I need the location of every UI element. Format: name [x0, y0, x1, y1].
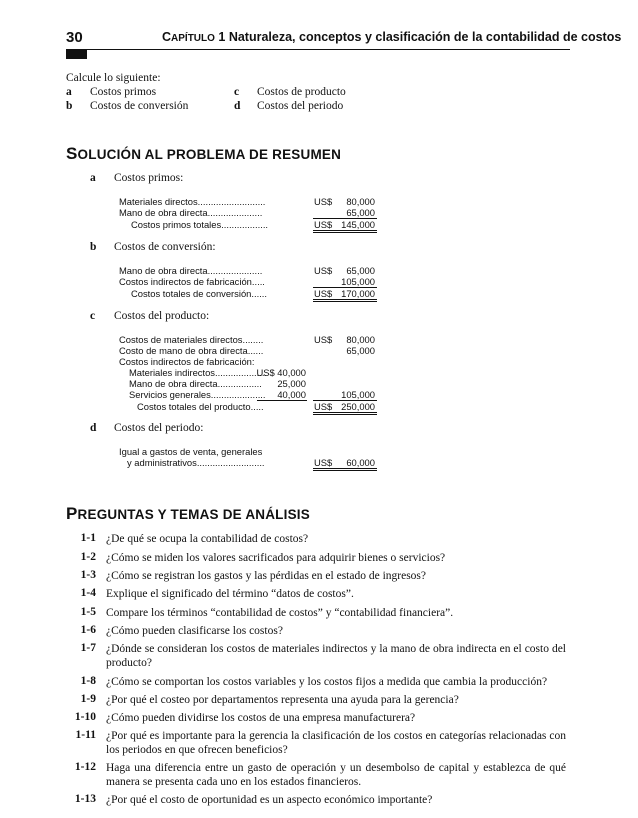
row-value: 60,000 — [346, 457, 375, 468]
question-text: ¿De qué se ocupa la contabilidad de costos? — [106, 533, 309, 545]
row-value: 65,000 — [346, 207, 375, 218]
solution-heading-d: Costos del periodo: — [114, 422, 204, 434]
row-value: 65,000 — [346, 265, 375, 276]
total-double-rule — [313, 230, 377, 231]
question-number: 1-1 — [80, 532, 96, 544]
row-currency: US$ — [314, 265, 333, 276]
row-label: Igual a gastos de venta, generales — [119, 446, 263, 457]
row-value: 145,000 — [341, 219, 375, 230]
row-label: Costos totales de conversión...... — [131, 288, 268, 299]
question-text: ¿Cómo se registran los gastos y las pérdidas en el estado de ingresos? — [106, 570, 427, 582]
row-value: 250,000 — [341, 401, 375, 412]
chapter-label-rest: APÍTULO — [171, 33, 215, 44]
question-text: ¿Cómo pueden clasificarse los costos? — [106, 625, 283, 637]
row-value: 65,000 — [346, 345, 375, 356]
row-label: Costos de materiales directos........ — [119, 334, 264, 345]
total-double-rule — [313, 299, 377, 300]
row-label: y administrativos.......................... — [127, 457, 265, 468]
chapter-title: 1 Naturaleza, conceptos y clasificación de la contabilidad de costos — [218, 30, 622, 44]
question-number: 1-13 — [74, 793, 96, 805]
row-label: Costos indirectos de fabricación: — [119, 356, 255, 367]
question-number: 1-3 — [80, 569, 96, 581]
row-value: 170,000 — [341, 288, 375, 299]
question-text: ¿Por qué es importante para la gerencia la clasificación de los costos en categorías relacionadas con los periodos en que ofrecen beneficios? — [106, 730, 566, 756]
row-label: Materiales directos.......................... — [119, 196, 266, 207]
row-currency: US$ — [314, 401, 333, 412]
chapter-running-head — [162, 30, 621, 44]
question-text: ¿Por qué el costo de oportunidad es un aspecto económico importante? — [106, 794, 433, 806]
total-double-rule — [313, 470, 377, 471]
question-text: ¿Cómo pueden dividirse los costos de una empresa manufacturera? — [106, 712, 416, 724]
solution-heading-a: Costos primos: — [114, 172, 184, 184]
question-text: Haga una diferencia entre un gasto de operación y un desembolso de capital y establezca de qué manera se presenta cada uno en los estados financieros. — [106, 762, 566, 788]
row-label: Mano de obra directa..................... — [119, 207, 263, 218]
chapter-label-cap: C — [162, 30, 172, 44]
sub-row-label: Servicios generales..................... — [129, 389, 266, 400]
row-currency: US$ — [314, 457, 333, 468]
row-label: Costo de mano de obra directa...... — [119, 345, 264, 356]
question-number: 1-12 — [74, 761, 96, 773]
intro-letter-c: c — [234, 86, 240, 98]
row-currency: US$ — [314, 334, 333, 345]
sub-row-amount: US$ 40,000 — [256, 367, 306, 378]
question-text: ¿Por qué el costeo por departamentos representa una ayuda para la gerencia? — [106, 694, 459, 706]
row-value: 105,000 — [341, 276, 375, 287]
intro-item-b: Costos de conversión — [90, 100, 189, 112]
questions-title-rest: REGUNTAS Y TEMAS DE ANÁLISIS — [77, 507, 310, 522]
question-number: 1-6 — [80, 624, 96, 636]
total-double-rule — [313, 232, 377, 233]
solution-letter-d: d — [90, 422, 97, 434]
questions-section-title — [66, 504, 310, 524]
row-currency: US$ — [314, 219, 333, 230]
total-double-rule — [313, 301, 377, 302]
intro-item-c: Costos de producto — [257, 86, 346, 98]
header-block-mark — [66, 50, 87, 59]
page-number: 30 — [66, 29, 83, 46]
question-number: 1-11 — [75, 729, 96, 741]
solution-heading-c: Costos del producto: — [114, 310, 210, 322]
question-number: 1-9 — [80, 693, 96, 705]
total-double-rule — [313, 468, 377, 469]
row-label: Costos indirectos de fabricación..... — [119, 276, 265, 287]
sub-row-label: Mano de obra directa................. — [129, 378, 262, 389]
sub-column-rule — [257, 400, 307, 401]
intro-item-d: Costos del periodo — [257, 100, 344, 112]
intro-prompt: Calcule lo siguiente: — [66, 72, 161, 84]
intro-letter-a: a — [66, 86, 72, 98]
question-number: 1-10 — [74, 711, 96, 723]
sub-row-amount: 40,000 — [277, 389, 306, 400]
intro-item-a: Costos primos — [90, 86, 157, 98]
solution-letter-b: b — [90, 241, 97, 253]
total-double-rule — [313, 412, 377, 413]
row-label: Costos totales del producto..... — [137, 401, 264, 412]
subtotal-value: 105,000 — [341, 389, 375, 400]
row-label: Costos primos totales.................. — [131, 219, 269, 230]
row-currency: US$ — [314, 288, 333, 299]
row-label: Mano de obra directa..................... — [119, 265, 263, 276]
question-text: Explique el significado del término “datos de costos”. — [106, 588, 354, 600]
question-number: 1-4 — [80, 587, 96, 599]
solution-letter-a: a — [90, 172, 96, 184]
question-number: 1-8 — [80, 675, 96, 687]
questions-title-cap: P — [66, 504, 78, 523]
question-text: ¿Cómo se comportan los costos variables y los costos fijos a medida que cambia la producción? — [106, 676, 548, 688]
solution-heading-b: Costos de conversión: — [114, 241, 216, 253]
intro-letter-b: b — [66, 100, 73, 112]
sub-row-label: Materiales indirectos.................... — [129, 367, 268, 378]
sub-row-amount: 25,000 — [277, 378, 306, 389]
solution-title-rest: OLUCIÓN AL PROBLEMA DE RESUMEN — [77, 147, 342, 162]
intro-letter-d: d — [234, 100, 241, 112]
solution-section-title — [66, 144, 341, 164]
question-text: Compare los términos “contabilidad de costos” y “contabilidad financiera”. — [106, 607, 454, 619]
header-rule — [66, 49, 570, 50]
question-text: ¿Dónde se consideran los costos de materiales indirectos y la mano de obra indirecta en el costo del producto? — [106, 643, 566, 669]
question-number: 1-5 — [80, 606, 96, 618]
solution-letter-c: c — [90, 310, 96, 322]
question-number: 1-7 — [80, 642, 96, 654]
solution-title-cap: S — [66, 144, 78, 163]
question-number: 1-2 — [80, 551, 96, 563]
row-value: 80,000 — [346, 196, 375, 207]
row-value: 80,000 — [346, 334, 375, 345]
question-text: ¿Cómo se miden los valores sacrificados para adquirir bienes o servicios? — [106, 552, 446, 564]
row-currency: US$ — [314, 196, 333, 207]
total-double-rule — [313, 414, 377, 415]
